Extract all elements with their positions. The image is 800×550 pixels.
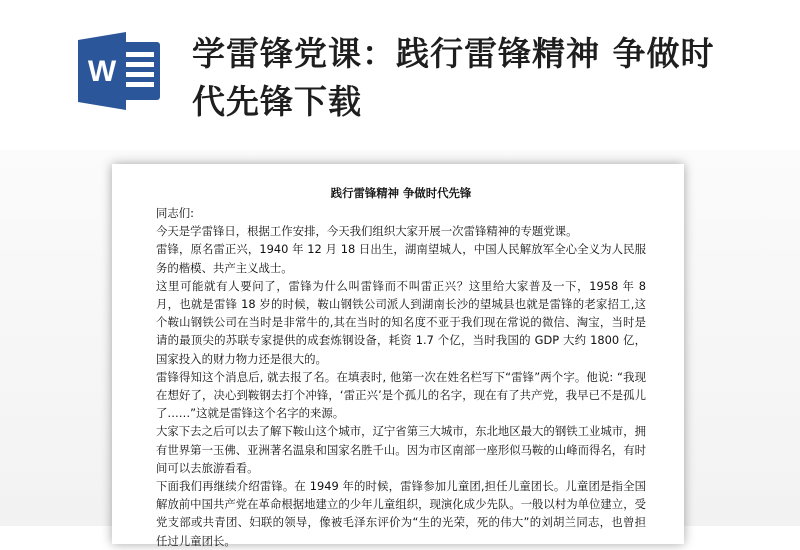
page-title: 学雷锋党课：践行雷锋精神 争做时代先锋下载 bbox=[192, 34, 715, 121]
paragraph: 今天是学雷锋日，根据工作安排，今天我们组织大家开展一次雷锋精神的专题党课。 bbox=[156, 224, 578, 239]
paragraph: 大家下去之后可以去了解下鞍山这个城市，辽宁省第三大城市，东北地区最大的钢铁工业城市，拥有世界第一玉佛、亚洲著名温泉和国家名胜千山。因为市区南部一座形似马鞍的山峰而得名，有时间可以去旅游看看。 bbox=[156, 424, 646, 475]
paragraph-greeting: 同志们: bbox=[156, 206, 195, 220]
document-page bbox=[112, 164, 684, 548]
paragraph: 雷锋，原名雷正兴，1940 年 12 月 18 日出生，湖南望城人，中国人民解放军全心全义为人民服务的楷模、共产主义战士。 bbox=[156, 242, 646, 275]
word-icon bbox=[76, 30, 162, 112]
paragraph: 下面我们再继续介绍雷锋。在 1949 年的时候，雷锋参加儿童团,担任儿童团长。儿童团是指全国解放前中国共产党在革命根据地建立的少年儿童组织，现演化成少先队。一般以村为单位建立，受党支部或共青团、妇联的领导，像被毛泽东评价为“生的光荣，死的伟大”的刘胡兰同志，也曾担任过儿童团长。 bbox=[156, 479, 646, 548]
document-body bbox=[156, 184, 646, 550]
paragraph: 雷锋得知这个消息后, 就去报了名。在填表时, 他第一次在姓名栏写下“雷锋”两个字。他说: “我现在想好了，决心到鞍钢去打个冲锋，‘雷正兴’是个孤儿的名字，现在有了共产党，我早已不是孤儿了……”这就是雷锋这个名字的来源。 bbox=[156, 369, 646, 421]
page-header bbox=[0, 0, 800, 150]
svg-text:W: W bbox=[87, 55, 117, 88]
paragraph: 这里可能就有人要问了，雷锋为什么叫雷锋而不叫雷正兴？这里给大家普及一下，1958 年 8 月，也就是雷锋 18 岁的时候，鞍山钢铁公司派人到湖南长沙的望城县也就是雷锋的老家招工,这个鞍山钢铁公司在当时是非常牛的,其在当时的知名度不亚于我们现在常说的微信、淘宝，当时是请的最顶尖的苏联专家提供的成套炼钢设备，耗资 1.7 个亿，当时我国的 GDP 大约 1800 亿，国家投入的财力物力还是很大的。 bbox=[156, 278, 646, 366]
document-title: 践行雷锋精神 争做时代先锋 bbox=[330, 186, 472, 200]
